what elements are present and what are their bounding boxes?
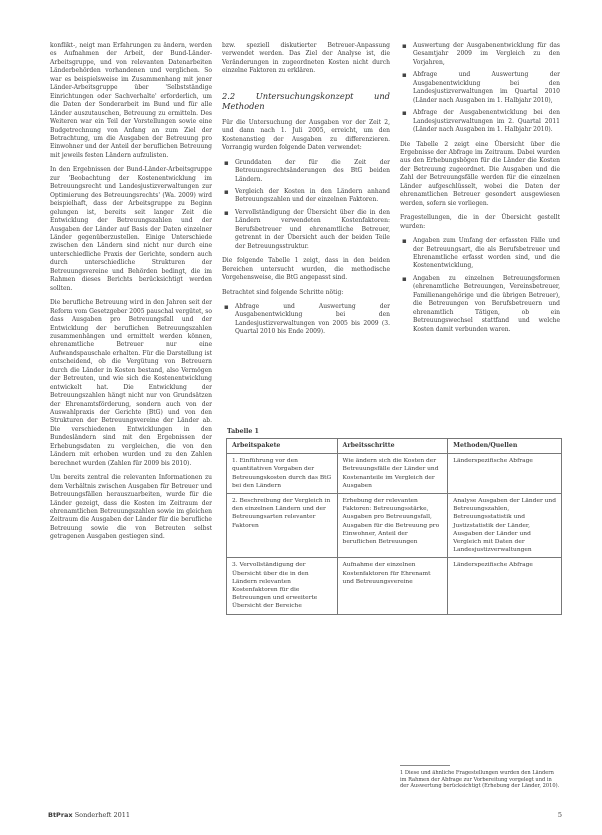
list-item: ▪ Abfrage und Auswertung der Ausgabenentwicklung bei den Landesjustizverwaltungen im Quartal 2010 (Länder nach Ausgaben im 1. Halbjahr 2010), bbox=[400, 71, 560, 105]
table-label: Tabelle 1 bbox=[227, 428, 259, 435]
table-header: Methoden/Quellen bbox=[448, 439, 562, 454]
table-header: Arbeitspakete bbox=[227, 439, 338, 454]
table-cell: Länderspezifische Abfrage bbox=[448, 558, 562, 614]
table-cell: 1. Einführung vor den quantitativen Vorgaben der Betreuungskosten durch das BtG bei den Ländern bbox=[227, 454, 338, 494]
footnote: 1 Diese und ähnliche Fragestellungen wurden den Ländern im Rahmen der Abfrage zur Vorbereitung vorgelegt und in der Auswertung berücksichtigt (Erhebung der Länder, 2010). bbox=[400, 770, 560, 790]
bullet-list bbox=[400, 42, 560, 135]
footer-issue: Sonderheft 2011 bbox=[74, 811, 131, 819]
list-item: ▪ Angaben zum Umfang der erfassten Fälle und der Betreuungsart, die als Berufsbetreuer und Ehrenamtliche erfasst worden sind, und die Kostenentwicklung, bbox=[400, 237, 560, 271]
paragraph: Um bereits zentral die relevanten Informationen zu dem Verhältnis zwischen Ausgaben für Betreuer und Betreuungsfällen herauszuarbeiten, wurde für die Länder gezeigt, dass die Kosten im Zeitraum der ehrenamtlichen Betreuungszahlen sowie im gleichen Zeitraum die Ausgaben der Länder für die berufliche Betreuung sowie die von Betreuten selbst getragenen Ausgaben gestiegen sind. bbox=[50, 474, 212, 541]
table-cell: 3. Vervollständigung der Übersicht über die in den Ländern relevanten Kostenfaktoren für die Betreuungen und erweiterte Übersicht der Bereiche bbox=[227, 558, 338, 614]
table-cell: Erhebung der relevanten Faktoren: Betreuungsstärke, Ausgaben pro Betreuungsfall, Ausgaben für die Betreuung pro Einwohner, Anteil der beruflichen Betreuungen bbox=[337, 494, 448, 558]
table-row bbox=[227, 494, 562, 558]
list-item: ▪ Auswertung der Ausgabenentwicklung für das Gesamtjahr 2009 im Vergleich zu den Vorjahren, bbox=[400, 42, 560, 67]
table-cell: Analyse Ausgaben der Länder und Betreuungszahlen, Betreuungsstatistik und Justizstatistik der Länder, Ausgaben der Länder und Vergleich mit Daten der Landesjustizverwaltungen bbox=[448, 494, 562, 558]
list-item: ▪ Vervollständigung der Übersicht über die in den Ländern verwendeten Kostenfaktoren: Berufsbetreuer und ehrenamtliche Betreuer, getrennt in der Übersicht auch der beiden Teile der Betreuungsstruktur. bbox=[222, 209, 390, 251]
list-item: ▪ Grunddaten der für die Zeit der Betreuungsrechtsänderungen des BtG beiden Ländern. bbox=[222, 159, 390, 184]
paragraph: Betrachtet sind folgende Schritte nötig: bbox=[222, 288, 344, 296]
page-footer bbox=[48, 811, 562, 821]
footer-journal bbox=[48, 811, 130, 819]
list-item: ▪ Abfrage der Ausgabenentwicklung bei den Landesjustizverwaltungen im 2. Quartal 2011 (Länder nach Ausgaben im 1. Halbjahr 2010). bbox=[400, 109, 560, 134]
methods-table bbox=[226, 438, 562, 615]
paragraph: Die berufliche Betreuung wird in den Jahren seit der Reform vom Gesetzgeber 2005 pauschal vergütet, so dass Ausgaben pro Betreuungsfall und der Entwicklung der beruflichen Betreuungszahlen zusammenhängen und ermittelt werden können, ehrenamtliche Betreuer nur eine Aufwandspauschale erhalten. Für die Darstellung ist entscheidend, ob die Vergütung von Betreuern durch die Länder in Kosten bestand, also Vermögen der Betreuten, und wie sich die Kostenentwicklung entwickelt hat. Die Entwicklung der Betreuungszahlen hängt nicht nur von Grundsätzen der Ehrenamtsförderung, sondern auch von der Auswahlpraxis der Gerichte (BtG) und von den Strukturen der Betreuungsvereine der Länder ab. Die verschiedenen Entwicklungen in den Bundesländern sind mit den Ergebnissen der Erhebungsdaten zu vergleichen, die von den Ländern mit erhoben wurden und zu den Zahlen berechnet wurden (Zahlen für 2009 bis 2010). bbox=[50, 299, 212, 467]
paragraph: In den Ergebnissen der Bund-Länder-Arbeitsgruppe zur 'Beobachtung der Kostenentwicklung im Betreuungsrecht und Landesjustizverwaltungen zur Optimierung des Betreuungsrechts' (Wa. 2009) wird beispielhaft, dass der Arbeitsgruppe zu Beginn gelungen ist, bereits seit langer Zeit die Entwicklung der Betreuungszahlen und der Ausgaben der Länder auf Basis der Daten einzelner Länder gegenüberzustellen. Einige Unterschiede zwischen den Ländern sind nicht nur durch eine unterschiedliche Praxis der Gerichte, sondern auch durch unterschiedliche Strukturen der Betreuungsvereine und Behörden bedingt, die im Rahmen dieses Berichts berücksichtigt werden sollten. bbox=[50, 166, 212, 292]
table-row bbox=[227, 454, 562, 494]
section-heading: 2.2 Untersuchungskonzept und Methoden bbox=[222, 90, 390, 111]
table-cell: Aufnahme der einzelnen Kostenfaktoren für Ehrenamt und Betreuungsvereine bbox=[337, 558, 448, 614]
text-column-left bbox=[50, 42, 212, 548]
paragraph: Die folgende Tabelle 1 zeigt, dass in den beiden Bereichen untersucht wurden, die methodische Vorgehensweise, die BtG angepasst sind. bbox=[222, 257, 390, 282]
paragraph: konflikt-, neigt man Erfahrungen zu ändern, werden es Aufnahmen der Arbeit, der Bund-Länder-Arbeitsgruppe, und von relevanten Datenarbeiten Länderbehörden vorhandenen und verglichen. So war es beispielsweise im Zusammenhang mit jener Länder-Arbeitsgruppe über 'Selbstständige Einrichtungen oder Sachverhalte' erforderlich, um die Daten der Sonderarbeit im Bund und für alle Länder auszutauschen, Betreuung zu ermitteln. Des Weiteren war ein Teil der Vorstellungen sowie eine Budgetrechnung von Anfang an zum Ziel der Betrachtung, um die Ausgaben der Betreuung pro Einwohner und der Anteil der beruflichen Betreuung mit jeweils festen Ländern aufzulisten. bbox=[50, 42, 212, 159]
footnote-divider bbox=[400, 765, 450, 766]
paragraph: Fragestellungen, die in der Übersicht gestellt wurden: bbox=[400, 214, 560, 230]
list-item: ▪ Angaben zu einzelnen Betreuungsformen (ehrenamtliche Betreuungen, Vereinsbetreuer, Familienangehörige und die übrigen Betreuer), die Betreuungen von Berufsbetreuern und ehrenamtlich Tätigen, ob ein Betreuungswechsel stattfand und welche Kosten damit verbunden waren. bbox=[400, 275, 560, 334]
table-row bbox=[227, 558, 562, 614]
table-header-row bbox=[227, 439, 562, 454]
page-number: 5 bbox=[557, 811, 562, 819]
footer-brand: BtPrax bbox=[48, 811, 73, 819]
table-header: Arbeitsschritte bbox=[337, 439, 448, 454]
list-item: ▪ Abfrage und Auswertung der Ausgabenentwicklung bei den Landesjustizverwaltungen von 2005 bis 2009 (3. Quartal 2010 bis Ende 2009). bbox=[222, 303, 390, 337]
bullet-list bbox=[222, 159, 390, 252]
bullet-list bbox=[222, 303, 390, 337]
text-column-middle bbox=[222, 42, 390, 343]
table-cell: 2. Beschreibung der Vergleich in den einzelnen Ländern und der Betreuungsarten relevanter Faktoren bbox=[227, 494, 338, 558]
bullet-list bbox=[400, 237, 560, 334]
text-column-right bbox=[400, 42, 560, 340]
table-cell: Länderspezifische Abfrage bbox=[448, 454, 562, 494]
paragraph: bzw. speziell diskutierter Betreuer-Anpassung verwendet werden. Das Ziel der Analyse ist, die Veränderungen in zugeordneten Kosten nicht durch einzelne Faktoren zu erklären. bbox=[222, 42, 390, 75]
paragraph: Für die Untersuchung der Ausgaben vor der Zeit 2, und dann nach 1. Juli 2005, erreicht, um den Kostenanstieg der Ausgaben zu differenzieren. Vorrangig wurden folgende Daten verwendet: bbox=[222, 118, 390, 152]
paragraph: Die Tabelle 2 zeigt eine Übersicht über die Ergebnisse der Abfrage im Zeitraum. Dabei wurden aus den Erhebungsbögen für die Länder die Kosten der Betreuung zugeordnet. Die Ausgaben und die Zahl der Betreuungsfälle werden für die einzelnen Länder aufgeschlüsselt, wobei die Daten der ehrenamtlichen Betreuer gesondert ausgewiesen werden, sofern sie vorliegen. bbox=[400, 140, 560, 207]
list-item: ▪ Vergleich der Kosten in den Ländern anhand Betreuungszahlen und der einzelnen Faktoren. bbox=[222, 188, 390, 205]
table-cell: Wie ändern sich die Kosten der Betreuungsfälle der Länder und Kostenanteile im Vergleich der Ausgaben bbox=[337, 454, 448, 494]
